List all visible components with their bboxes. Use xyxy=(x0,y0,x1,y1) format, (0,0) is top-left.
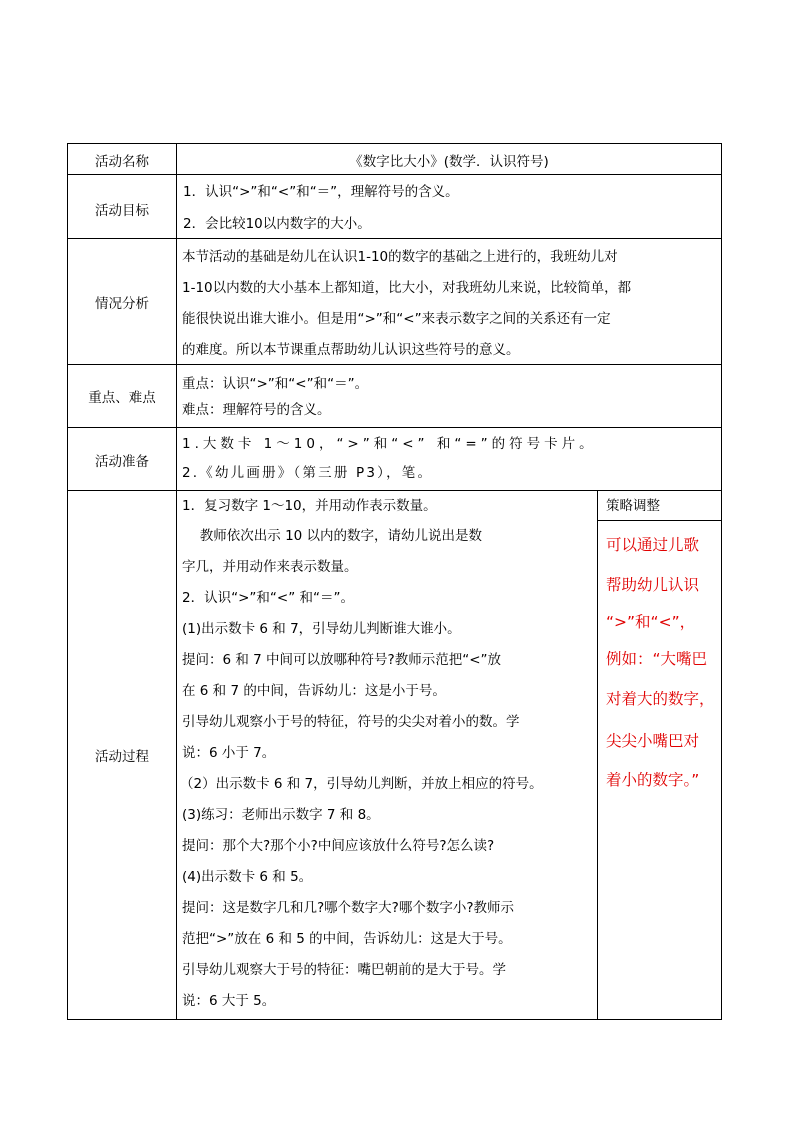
process-line: 范把“>”放在 6 和 5 的中间，告诉幼儿：这是大于号。 xyxy=(182,931,512,947)
process-line: 在 6 和 7 的中间，告诉幼儿：这是小于号。 xyxy=(182,683,446,699)
activity-name-label: 活动名称 xyxy=(95,154,149,170)
situation-line: 能很快说出谁大谁小。但是用“>”和“<”来表示数字之间的关系还有一定 xyxy=(182,311,611,327)
key-points-label: 重点、难点 xyxy=(88,390,156,406)
process-line: 教师依次出示 10 以内的数字，请幼儿说出是数 xyxy=(182,528,483,544)
process-line: (1)出示数卡 6 和 7，引导幼儿判断谁大谁小。 xyxy=(182,621,461,637)
process-line: 说：6 小于 7。 xyxy=(182,745,276,761)
process-line: 提问：那个大?那个小?中间应该放什么符号?怎么读? xyxy=(182,838,495,854)
preparation-label: 活动准备 xyxy=(95,454,149,470)
lesson-plan-table xyxy=(67,143,722,1020)
goal-line: 2．会比较10以内数字的大小。 xyxy=(183,216,371,232)
process-label: 活动过程 xyxy=(95,749,149,765)
process-line: 2．认识“>”和“<” 和“＝”。 xyxy=(182,590,354,606)
process-line: 引导幼儿观察大于号的特征：嘴巴朝前的是大于号。学 xyxy=(182,962,506,978)
row-divider xyxy=(68,238,721,239)
activity-name-value: 《数字比大小》(数学．认识符号) xyxy=(349,154,549,170)
preparation-line: 2.《幼儿画册》（第三册 P3），笔。 xyxy=(182,465,434,481)
process-line: 提问：6 和 7 中间可以放哪种符号?教师示范把“<”放 xyxy=(182,652,502,668)
process-line: 字几，并用动作来表示数量。 xyxy=(182,559,358,575)
situation-line: 的难度。所以本节课重点帮助幼儿认识这些符号的意义。 xyxy=(182,342,520,358)
strategy-line: “>”和“<”， xyxy=(606,613,696,631)
strategy-line: 尖尖小嘴巴对 xyxy=(606,732,700,750)
strategy-divider xyxy=(597,520,721,521)
activity-goal-label: 活动目标 xyxy=(95,203,149,219)
process-line: 1．复习数字 1～10，并用动作表示数量。 xyxy=(182,498,437,514)
strategy-line: 例如：“大嘴巴 xyxy=(606,650,708,668)
process-line: (4)出示数卡 6 和 5。 xyxy=(182,869,313,885)
situation-line: 1-10以内数的大小基本上都知道，比大小，对我班幼儿来说，比较简单，都 xyxy=(182,280,632,296)
strategy-column-divider xyxy=(597,490,598,1019)
column-divider xyxy=(176,144,177,1019)
process-line: (3)练习：老师出示数字 7 和 8。 xyxy=(182,807,380,823)
situation-label: 情况分析 xyxy=(95,296,149,312)
goal-line: 1．认识“>”和“<”和“＝”，理解符号的含义。 xyxy=(183,184,459,200)
process-line: （2）出示数卡 6 和 7，引导幼儿判断，并放上相应的符号。 xyxy=(180,776,543,792)
process-line: 提问：这是数字几和几?哪个数字大?哪个数字小?教师示 xyxy=(182,900,514,916)
situation-line: 本节活动的基础是幼儿在认识1-10的数字的基础之上进行的，我班幼儿对 xyxy=(182,249,618,265)
row-divider xyxy=(68,174,721,175)
strategy-header: 策略调整 xyxy=(606,498,660,514)
strategy-line: 帮助幼儿认识 xyxy=(606,576,700,594)
row-divider xyxy=(68,427,721,428)
row-divider xyxy=(68,490,721,491)
strategy-line: 可以通过儿歌 xyxy=(606,536,700,554)
strategy-line: 对着大的数字， xyxy=(606,690,715,708)
process-line: 引导幼儿观察小于号的特征，符号的尖尖对着小的数。学 xyxy=(182,714,520,730)
key-point-line: 重点：认识“>”和“<”和“＝”。 xyxy=(182,376,369,392)
preparation-line: 1.大数卡 1～10，“>”和“<” 和“=”的符号卡片。 xyxy=(182,436,597,452)
process-line: 说：6 大于 5。 xyxy=(182,993,276,1009)
strategy-line: 着小的数字。” xyxy=(606,771,700,789)
row-divider xyxy=(68,364,721,365)
key-point-line: 难点：理解符号的含义。 xyxy=(182,402,331,418)
